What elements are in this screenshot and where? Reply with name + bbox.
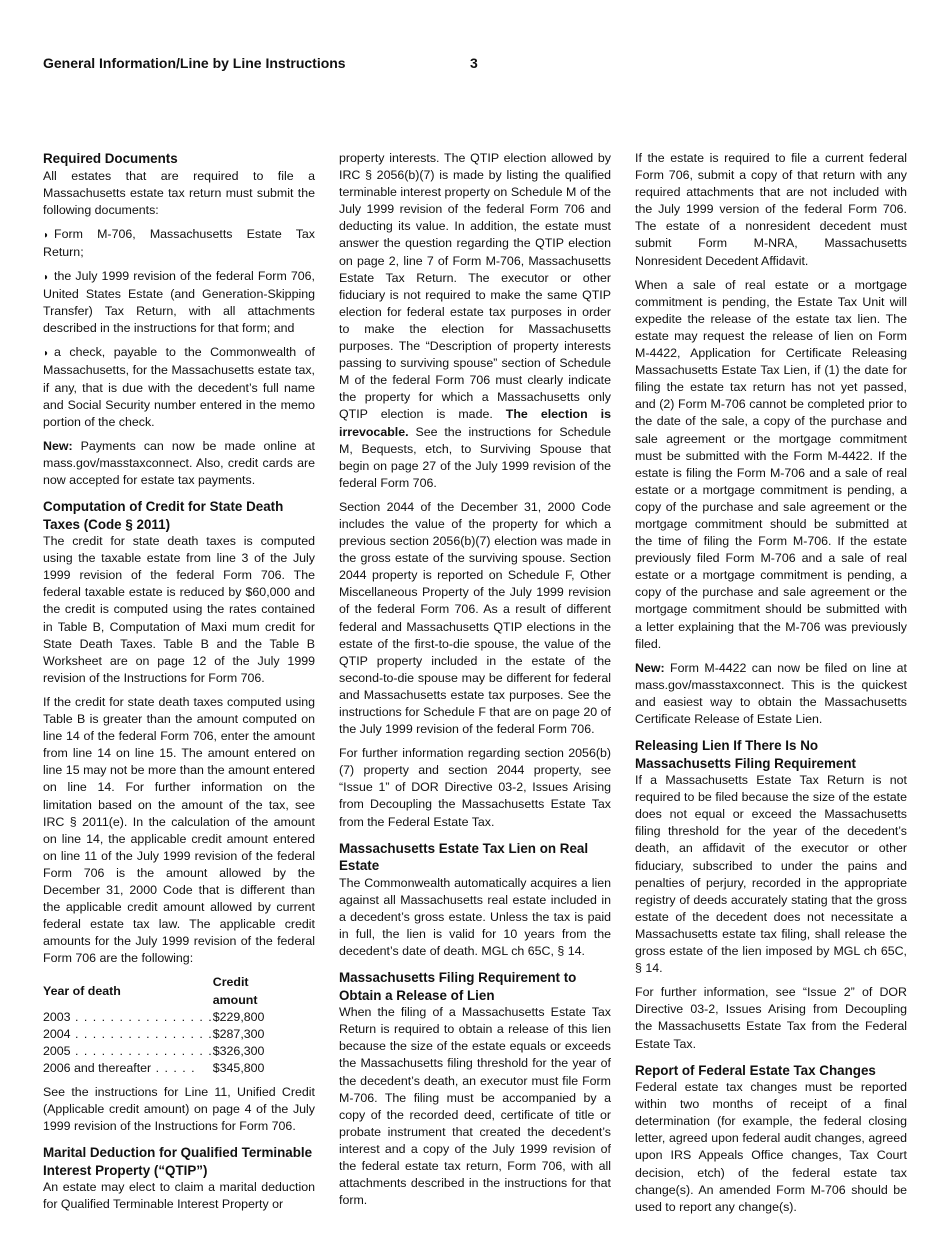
qtip-paragraph-start: An estate may elect to claim a marital deduction for Qualified Terminable Interest Property or (43, 1180, 315, 1212)
filing-requirement-paragraph: When the filing of a Massachusetts Estate Tax Return is required to obtain a release of this lien because the size of the estate equals or exceeds the Massachusetts filing threshold for the year of the decedent’s death, an executor must file Form M-706. The filing must be accompanied by a copy of the recorded deed, certificate of title or probate instrument that created the decedent’s interest and a copy of the July 1999 revision of the federal estate tax return, Form 706, with all attachments described in the instructions for that form. (339, 1005, 611, 1208)
new-payment-note: New: Payments can now be made online at mass.gov/masstaxconnect. Also, credit cards are now accepted for estate tax payments. (43, 438, 315, 487)
bullet-icon: ◗ (43, 271, 50, 283)
page-number: 3 (470, 55, 478, 71)
column-2 (339, 150, 611, 1216)
required-documents-intro: All estates that are required to file a Massachusetts estate tax return must submit the following documents: (43, 168, 315, 217)
pending-sale-paragraph: When a sale of real estate or a mortgage commitment is pending, the Estate Tax Unit will expedite the release of the estate tax lien. The estate may request the release of lien on Form M-4422, Application for Certificate Releasing Massachusetts Estate Tax Lien, if (1) the date for filing the estate tax return has not yet passed, and (2) Form M-706 cannot be completed prior to the date of the sale, a copy of the purchase and sale agreement or the mortgage commitment must be submitted with the Form M-4422. If the estate is filing the Form M-706 and a sale of real estate or a mortgage commitment is pending, a copy of the purchase and sale agreement or the mortgage commitment should be submitted at the time of filing the Form M-706. If the estate previously filed Form M-706 and a sale of real estate or a mortgage commitment is pending, a copy of the purchase and sale agreement or the mortgage commitment should be submitted with a letter explaining that the M-706 was previously filed. (635, 277, 907, 651)
section-2044-paragraph: Section 2044 of the December 31, 2000 Code includes the value of the property for which a previous section 2056(b)(7) election was made in the gross estate of the surviving spouse. Section 2044 property is reported on Schedule F, Other Miscellaneous Property of the July 1999 revision of the federal Form 706. As a result of different federal and Massachusetts QTIP elections in the estate of the first-to-die spouse, the value of the QTIP property included in the estate of the second-to-die spouse may be different for federal and Massachusetts estate tax purposes. See the instructions for Schedule F that are on page 20 of the July 1999 revision of the federal Form 706. (339, 499, 611, 737)
table-row: 2004 . . . . . . . . . . . . . . . . $287,300 (43, 1026, 265, 1041)
qtip-heading: Marital Deduction for Qualified Terminable Interest Property (“QTIP”) (43, 1145, 313, 1178)
credit-paragraph-1: The credit for state death taxes is computed using the taxable estate from line 3 of the July 1999 revision of the federal Form 706. The federal taxable estate is reduced by $60,000 and the credit is computed using the rates contained in Table B, Computation of Maxi mum credit for State Death Taxes. Table B and the Table B Worksheet are on page 12 of the July 1999 revision of the Instructions for Form 706. (43, 534, 315, 685)
credit-amount-header: Credit amount (212, 975, 258, 1007)
bullet-icon: ◗ (43, 348, 50, 360)
year-of-death-header: Year of death (43, 983, 121, 998)
lien-heading: Massachusetts Estate Tax Lien on Real Estate (339, 840, 589, 874)
credit-amount-table (43, 974, 264, 1077)
column-3 (635, 150, 907, 1223)
releasing-lien-heading: Releasing Lien If There Is No Massachusetts Filing Requirement (635, 738, 856, 771)
required-documents-heading: Required Documents (43, 151, 178, 166)
releasing-lien-paragraph: If a Massachusetts Estate Tax Return is not required to be filed because the size of the estate does not equal or exceed the Massachusetts filing threshold for the year of the decedent’s death, an affidavit of the executor or other fiduciary, subscribed to under the pains and penalties of perjury, recorded in the appropriate registry of deeds accurately stating that the gross estate of the decedent does not necessitate a Massachusetts estate tax filing, shall release the gross estate of the lien imposed by MGL ch 65C, § 14. (635, 773, 907, 976)
new-online-filing-note: New: Form M-4422 can now be filed on line at mass.gov/masstaxconnect. This is the quickest and easiest way to obtain the Massachusetts Certificate Release of Estate Lien. (635, 660, 907, 726)
further-info-paragraph: For further information, see “Issue 2” of DOR Directive 03-2, Issues Arising from Decoupling the Massachusetts Estate Tax from the Federal Estate Tax. (635, 985, 907, 1051)
running-header: General Information/Line by Line Instructions (43, 55, 346, 71)
further-info-paragraph: For further information regarding section 2056(b)(7) property and section 2044 property, see “Issue 1” of DOR Directive 03-2, Issues Arising from Decoupling the Massachusetts Estate Tax from the Federal Estate Tax. (339, 746, 611, 829)
credit-paragraph-3: See the instructions for Line 11, Unified Credit (Applicable credit amount) on page 4 of the July 1999 revision of the Instructions for Form 706. (43, 1085, 315, 1134)
filing-requirement-heading: Massachusetts Filing Requirement to Obtain a Release of Lien (339, 970, 577, 1003)
bullet-item: ◗ Form M-706, Massachusetts Estate Tax Return; (43, 226, 315, 259)
lien-paragraph: The Commonwealth automatically acquires a lien against all Massachusetts real estate included in a decedent’s gross estate. Unless the tax is paid in full, the lien is valid for 10 years from the decedent’s date of death. MGL ch 65C, § 14. (339, 875, 611, 959)
report-changes-heading: Report of Federal Estate Tax Changes (635, 1062, 876, 1078)
table-row: 2005 . . . . . . . . . . . . . . . . $326,300 (43, 1043, 265, 1058)
column-1 (43, 150, 315, 1220)
credit-computation-heading: Computation of Credit for State Death Taxes (Code § 2011) (43, 499, 284, 532)
qtip-paragraph-continued: property interests. The QTIP election allowed by IRC § 2056(b)(7) is made by listing the qualified terminable interest property on Schedule M of the July 1999 revision of the federal Form 706 and deducting its value. In addition, the estate must answer the question regarding the QTIP election on page 2, line 7 of Form M-706, Massachusetts Estate Tax Return. The executor or other fiduciary is not required to make the same QTIP election for federal estate tax purposes in order to make the election for Massachusetts purposes. The “Description of property interests passing to surviving spouse” section of Schedule M of the federal Form 706 must clearly indicate the property for which a Massachusetts only QTIP election is made. The election is irrevocable. See the instructions for Schedule M, Bequests, etch, to Surviving Spouse that begin on page 27 of the July 1999 revision of the federal Form 706. (339, 151, 611, 490)
report-changes-paragraph: Federal estate tax changes must be reported within two months of receipt of a final determination (for example, the federal closing letter, agreed upon federal audit changes, agreed upon IRS Appeals Office changes, Tax Court decision, etch) of the federal estate tax change(s). An amended Form M-706 should be used to report any change(s). (635, 1080, 907, 1214)
table-row: 2003 . . . . . . . . . . . . . . . . $229,800 (43, 1009, 265, 1024)
bullet-icon: ◗ (43, 229, 50, 241)
table-row: 2006 and thereafter . . . . . $345,800 (43, 1060, 265, 1075)
credit-paragraph-2: If the credit for state death taxes computed using Table B is greater than the amount computed on line 14 of the federal Form 706, enter the amount from line 14 on line 15. The amount entered on line 15 may not be more than the amount entered on line 14. For further information on the limitation based on the amount of the tax, see IRC § 2011(e). In the calculation of the amount on line 14, the applicable credit amount entered on line 11 of the July 1999 revision of the federal Form 706 is the amount allowed by the December 31, 2000 Code that is different than the applicable credit amount allowed by current federal estate tax law. The applicable credit amounts for the July 1999 revision of the federal Form 706 are the following: (43, 694, 315, 966)
current-form-paragraph: If the estate is required to file a current federal Form 706, submit a copy of that return with any required attachments that are not included with the July 1999 version of the federal Form 706. The estate of a nonresident decedent must submit Form M-NRA, Massachusetts Nonresident Decedent Affidavit. (635, 151, 907, 268)
bullet-item: ◗ a check, payable to the Commonwealth of Massachusetts, for the Massachusetts estate tax, if any, that is due with the decedent’s full name and Social Security number entered in the memo portion of the check. (43, 345, 315, 429)
bullet-item: ◗ the July 1999 revision of the federal Form 706, United States Estate (and Generation-Skipping Transfer) Tax Return, with all attachments described in the instructions for that form; and (43, 268, 315, 336)
